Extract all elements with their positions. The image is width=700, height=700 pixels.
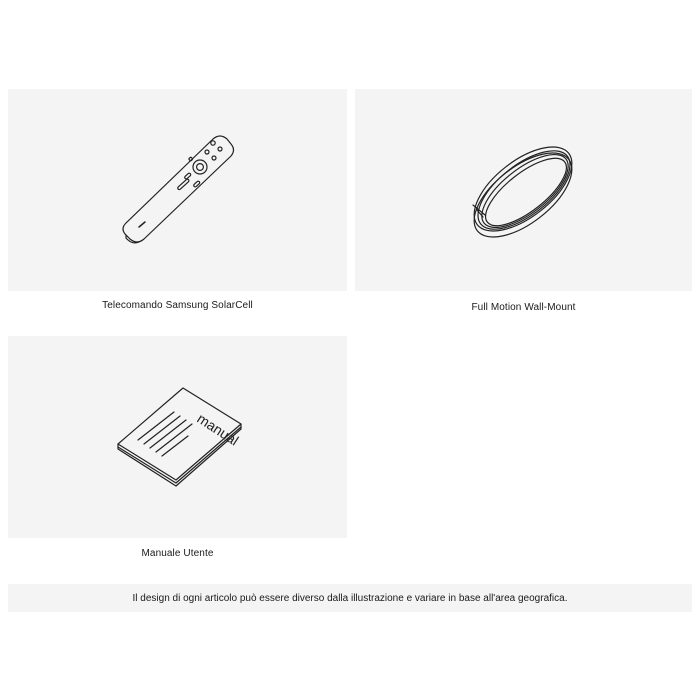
disclaimer-notice: Il design di ogni articolo può essere diverso dalla illustrazione e variare in base all'area geografica. xyxy=(8,584,692,612)
manual-book-icon xyxy=(8,336,347,538)
item-caption-manual: Manuale Utente xyxy=(141,548,214,559)
remote-control-icon xyxy=(8,89,347,291)
item-tile-remote xyxy=(8,89,347,291)
item-caption-remote: Telecomando Samsung SolarCell xyxy=(102,300,253,311)
cable-coil-icon xyxy=(355,89,692,291)
item-tile-cable xyxy=(355,89,692,291)
manual-cover-text: manual xyxy=(194,410,242,449)
item-tile-manual xyxy=(8,336,347,538)
item-caption-cable: Full Motion Wall-Mount xyxy=(471,302,576,313)
